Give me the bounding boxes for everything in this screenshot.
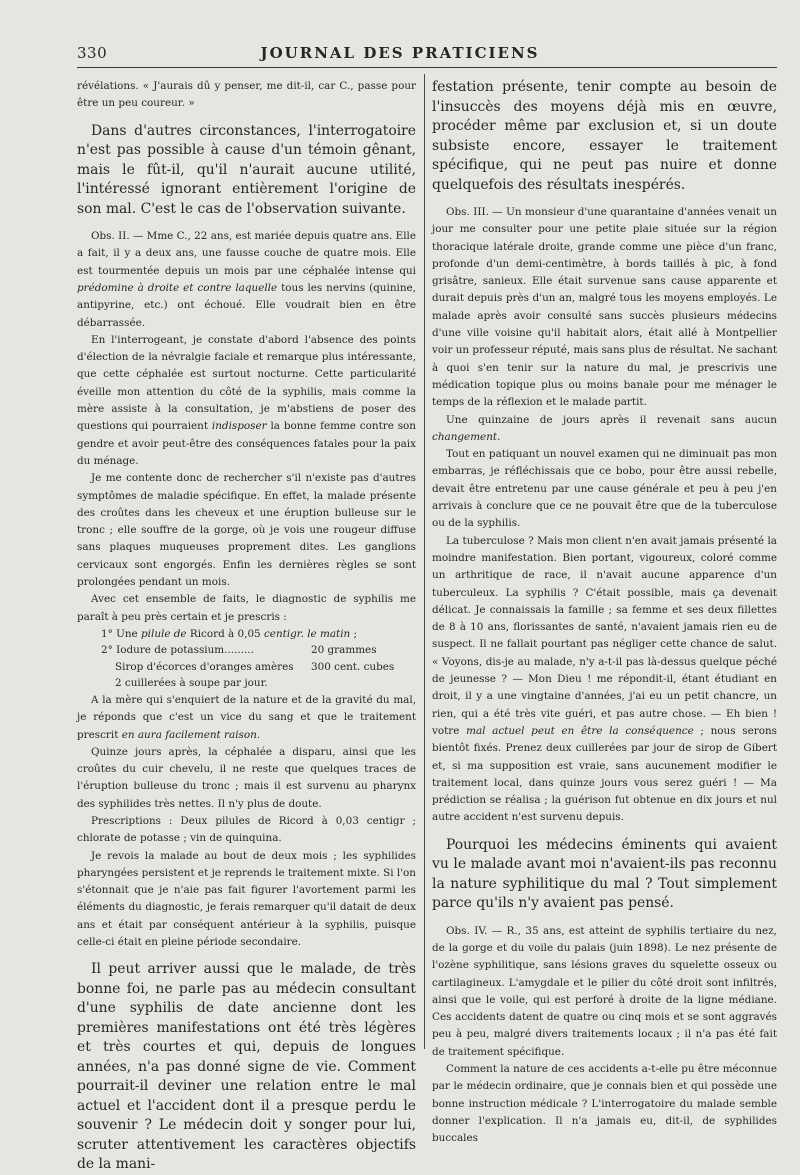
rx3-dose: 300 cent. cubes <box>311 660 395 673</box>
rx3-item: Sirop d'écorces d'oranges amères <box>115 660 294 673</box>
right-column <box>432 78 777 1145</box>
paragraph-tuberculose <box>432 533 777 827</box>
obs2-text-b: tous les nervins (quinine, antipyrine, etc.) ont échoué. Elle voudrait bien en être débarrassée. <box>77 281 416 329</box>
paragraph-revois: Je revois la malade au bout de deux mois ; les syphilides pharyngées persistent et je reprends le traitement mixte. Si l'on s'étonnait que je n'aie pas fait figurer l'avortement parmi les éléments du diagnostic, je ferais remarquer qu'il datait de deux ans et était par conséquent antérieur à la syphilis, puisque celle-ci était en pleine période secondaire. <box>77 849 416 949</box>
quinzaine-emphasis: changement. <box>432 430 501 443</box>
observation-3: Obs. III. — Un monsieur d'une quarantaine d'années venait un jour me consulter pour une petite plaie située sur la région thoracique latérale droite, grande comme une pièce d'un franc, profonde d'un demi-centimètre, à bords taillés à pic, à fond grisâtre, sanieux. Elle était survenue sans cause apparente et durait depuis près d'un an, malgré tous les moyens employés. Le malade après avoir consulté sans succès plusieurs médecins d'une ville voisine qu'il habitait alors, était allé à Montpellier voir un professeur réputé, mais sans plus de résultat. Ne sachant à quoi s'en tenir sur la nature du mal, je prescrivis une médication topique plus ou moins banale pour me ménager le temps de la réflexion et le malade partit. <box>432 206 777 409</box>
rx2-item: 2° Iodure de potassium......... <box>101 644 254 657</box>
page-number: 330 <box>77 44 108 62</box>
interrog-text-b: la bonne femme contre son gendre et avoir peut-être des conséquences fatales pour la paix du ménage. <box>77 420 416 467</box>
paragraph-comment: Comment la nature de ces accidents a-t-elle pu être méconnue par le médecin ordinaire, que je connais bien et qui possède une bonne instruction médicale ? L'interrogatoire du malade semble donner l'explication. Il n'a jamais eu, dit-il, de syphilides buccales <box>432 1063 777 1145</box>
paragraph-ensemble: Avec cet ensemble de faits, le diagnostic de syphilis me paraît à peu près certain et je prescris : <box>77 593 416 623</box>
header-rule <box>77 67 777 68</box>
paragraph-quinze-jours: Quinze jours après, la céphalée a disparu, ainsi que les croûtes du cuir chevelu, il ne reste que quelques traces de l'éruption bulleuse du tronc ; mais il est survenu au pharynx des syphilides très nettes. Il n'y plus de doute. <box>77 745 416 810</box>
quinzaine-text: Une quinzaine de jours après il revenait sans aucun <box>446 413 777 426</box>
column-divider <box>424 74 425 1049</box>
observation-4: Obs. IV. — R., 35 ans, est atteint de syphilis tertiaire du nez, de la gorge et du voile du palais (juin 1898). Le nez présente de l'ozène syphilitique, sans lésions graves du squelette osseux ou cartilagineux. L'amygdale et le pilier du côté droit sont infiltrés, ainsi que le voile, qui est perforé à droite de la ligne médiane. Ces accidents datent de quatre ou cinq mois et se sont aggravés peu à peu, malgré divers traitements locaux ; il n'a pas été fait de traitement spécifique. <box>432 924 777 1058</box>
tuber-text-a: La tuberculose ? Mais mon client n'en avait jamais présenté la moindre manifestation. Bien portant, vigoureux, coloré comme un arthritique de race, il n'avait aucune apparence d'un tuberculeux. La syphilis ? C'était possible, mais ça devenait délicat. Je connaissais la famille ; sa femme et ses deux fillettes de 8 à 10 ans, florissantes de santé, n'avaient jamais rien eu de suspect. Il ne fallait pourtant pas négliger cette chance de salut. « Voyons, dis-je au malade, n'y a-t-il pas là-dessus quelque péché de jeunesse ? — Mon Dieu ! me répondit-il, étant étudiant en droit, il y a une vingtaine d'années, j'ai eu un petit chancre, un rien, qui a été très vite guéri, et pas autre chose. — Eh bien ! votre <box>432 534 777 737</box>
rx1-c: ; <box>350 627 358 640</box>
observation-2 <box>77 228 416 332</box>
prescription-line-4: 2 cuillerées à soupe par jour. <box>115 677 268 690</box>
paragraph-contente: Je me contente donc de rechercher s'il n'existe pas d'autres symptômes de maladie spécifique. En effet, la malade présente des croûtes dans les cheveux et une éruption bulleuse sur le tronc ; elle souffre de la gorge, où je vois une rougeur diffuse sans plaques muqueuses proprement dites. Les ganglions cervicaux sont engorgés. Enfin les dernières règles se sont prolongées pendant un mois. <box>77 472 416 589</box>
rx1-em2: centigr. le matin <box>263 627 351 640</box>
prescription-line-3 <box>77 659 416 676</box>
journal-title: JOURNAL DES PRATICIENS <box>260 44 540 62</box>
paragraph-prescriptions: Prescriptions : Deux pilules de Ricord à 0,03 centigr ; chlorate de potasse ; vin de quinquina. <box>77 815 416 845</box>
paragraph-manifestation: festation présente, tenir compte au besoin de l'insuccès des moyens déjà mis en œuvre, procéder même par exclusion et, si un doute subsiste encore, essayer le traitement spécifique, qui ne peut pas nuire et donne quelquefois des résultats inespérés. <box>432 79 777 193</box>
tuber-emphasis: mal actuel peut en être la conséquence <box>466 724 694 737</box>
rx1-a: 1° Une <box>101 627 142 640</box>
paragraph-interrogeant <box>77 332 416 470</box>
prescription-block <box>77 626 416 692</box>
left-column <box>77 78 416 1173</box>
mere-emphasis: en aura facilement raison. <box>121 728 261 741</box>
paragraph-mere <box>77 692 416 744</box>
prescription-line-2 <box>77 642 416 659</box>
interrog-emphasis: indisposer <box>211 420 267 433</box>
mere-text: A la mère qui s'enquiert de la nature et de la gravité du mal, je réponds que c'est un vice du sang et que le traitement prescrit <box>77 693 416 741</box>
obs2-text-a: Obs. II. — Mme C., 22 ans, est mariée depuis quatre ans. Elle a fait, il y a deux ans, une fausse couche de quatre mois. Elle est tourmentée depuis un mois par une céphalée intense qui <box>77 230 416 277</box>
paragraph-quinzaine <box>432 412 777 447</box>
rx2-dose: 20 grammes <box>311 644 377 657</box>
interrog-text-a: En l'interrogeant, je constate d'abord l'absence des points d'élection de la névralgie faciale et remarque plus intéressante, que cette céphalée est surtout nocturne. Cette particularité éveille mon attention du côté de la syphilis, mais comme la mère assiste à la consultation, je m'abstiens de poser des questions qui pourraient <box>77 333 416 433</box>
paragraph-pourquoi: Pourquoi les médecins éminents qui avaient vu le malade avant moi n'avaient-ils pas reconnu la nature syphilitique du mal ? Tout simplement parce qu'ils n'y avaient pas pensé. <box>432 836 777 912</box>
prescription-line-1 <box>77 626 416 643</box>
paragraph-peut-arriver: Il peut arriver aussi que le malade, de très bonne foi, ne parle pas au médecin consultant d'une syphilis de date ancienne dont les premières manifestations ont été très légères et très courtes et qui, depuis de longues années, n'a pas donné signe de vie. Comment pourrait-il deviner une relation entre le mal actuel et l'accident dont il a presque perdu le souvenir ? Le médecin doit y songer pour lui, scruter attentivement les caractères objectifs de la mani- <box>77 961 416 1173</box>
paragraph-tout-en: Tout en patiquant un nouvel examen qui ne diminuait pas mon embarras, je réfléchissais que ce bobo, pour être aussi rebelle, devait être entretenu par une cause générale et peu à peu j'en arrivais à conclure que ce ne pouvait être que de la tuberculose ou de la syphilis. <box>432 448 777 530</box>
rx1-em: pilule de <box>141 627 187 640</box>
paragraph-revelations: révélations. « J'aurais dû y penser, me dit-il, car C., passe pour être un peu coureur. » <box>77 80 416 110</box>
paragraph-circonstances: Dans d'autres circonstances, l'interrogatoire n'est pas possible à cause d'un témoin gênant, mais le fût-il, qu'il n'aurait aucune utilité, l'intéressé ignorant entièrement l'origine de son mal. C'est le cas de l'observation suivante. <box>77 122 416 217</box>
rx1-b: Ricord à 0,05 <box>186 627 264 640</box>
obs2-emphasis: prédomine à droite et contre laquelle <box>77 281 278 294</box>
tuber-text-b: ; nous serons bientôt fixés. Prenez deux cuillerées par jour de sirop de Gibert et, si ma supposition est vraie, sans aucunement modifier le traitement local, dans quinze jours vous serez guéri ! — Ma prédiction se réalisa ; la guérison fut obtenue en dix jours et nul autre accident n'est survenu depuis. <box>432 724 777 824</box>
